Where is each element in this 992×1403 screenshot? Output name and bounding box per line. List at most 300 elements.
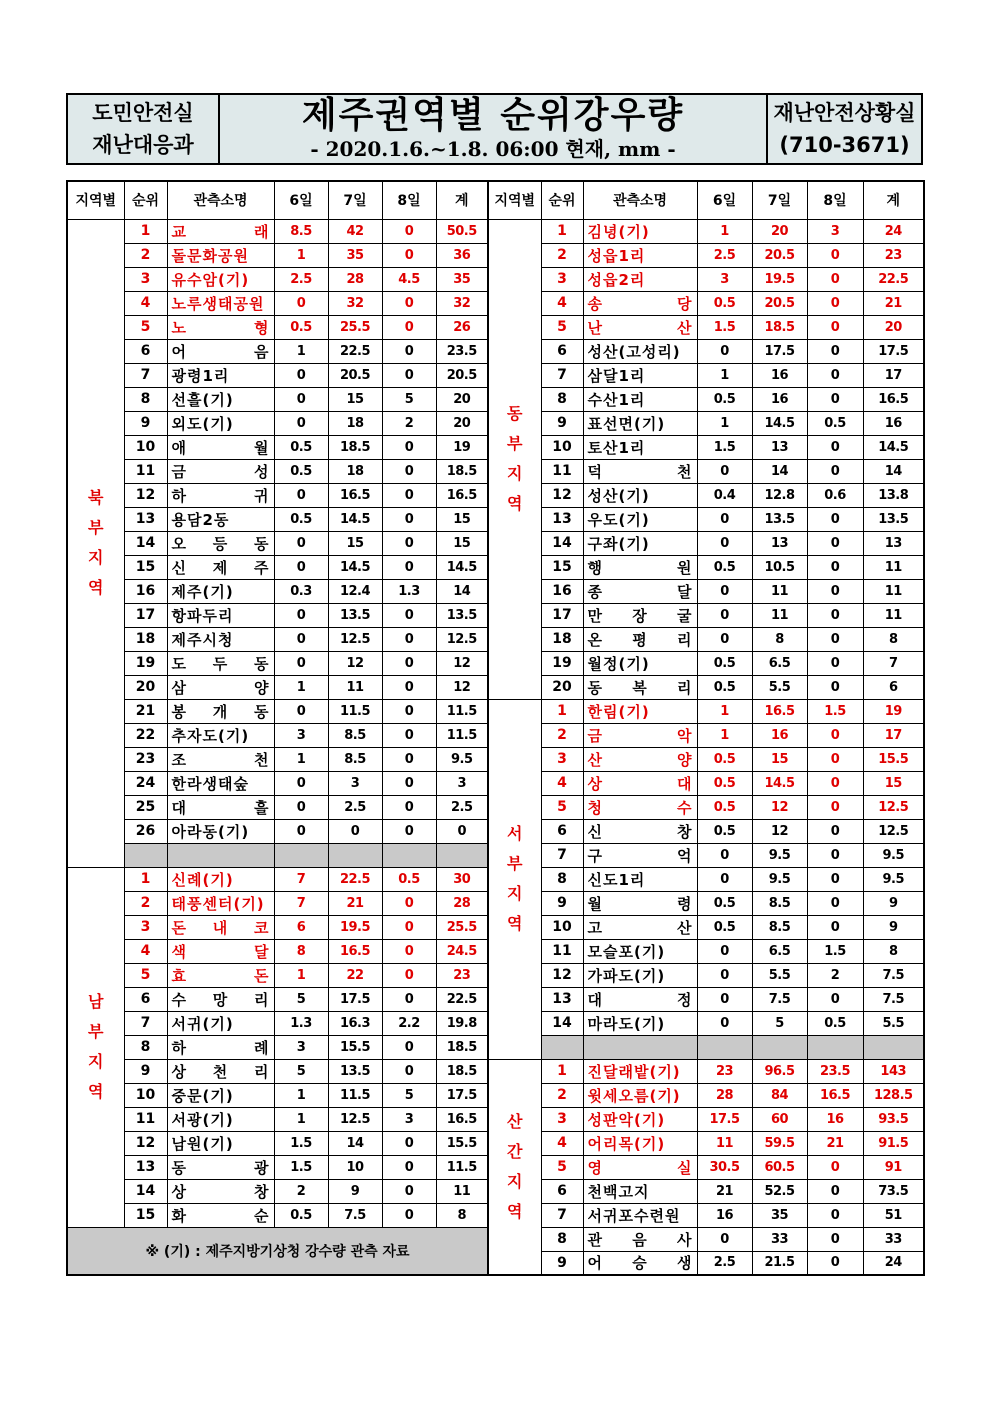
rain-day7: 14.5 [752,771,807,795]
rain-day8: 0 [807,891,863,915]
rain-day8: 0 [807,435,863,459]
rain-total: 7.5 [863,963,924,987]
rain-day6: 1 [697,723,752,747]
rain-day7: 21 [328,891,382,915]
rank: 7 [124,363,167,387]
rain-total: 24 [863,1251,924,1275]
station-name: 영 실 [583,1155,697,1179]
station-name: 월정(기) [583,651,697,675]
station-name: 추자도(기) [167,723,274,747]
rank: 5 [124,315,167,339]
table-row [488,315,924,339]
rain-day6: 1 [697,363,752,387]
rain-day6: 3 [274,723,328,747]
rain-day8: 1.5 [807,699,863,723]
station-name: 서광(기) [167,1107,274,1131]
rain-total: 11 [863,555,924,579]
rain-day7: 20.5 [752,243,807,267]
rain-total: 9.5 [863,843,924,867]
rain-total: 6 [863,675,924,699]
station-name: 금 성 [167,459,274,483]
blank-cell [328,843,382,867]
rank: 2 [541,243,583,267]
rank: 26 [124,819,167,843]
rain-day8: 0 [807,315,863,339]
rain-day8: 0 [382,819,436,843]
table-row [488,1011,924,1035]
blank-row [67,843,488,867]
rain-total: 19 [863,699,924,723]
rain-day6: 0.5 [697,747,752,771]
station-name: 토산1리 [583,435,697,459]
rain-total: 11.5 [436,699,488,723]
rain-total: 35 [436,267,488,291]
rain-total: 20 [436,387,488,411]
rain-day6: 0.5 [274,1203,328,1227]
table-row [67,315,488,339]
rain-day6: 1 [697,219,752,243]
rain-day7: 8.5 [328,723,382,747]
rain-day7: 12.5 [328,627,382,651]
col-day7: 7일 [328,181,382,219]
station-name: 상 천 리 [167,1059,274,1083]
rain-day7: 11 [328,675,382,699]
station-name: 모슬포(기) [583,939,697,963]
department-box [68,95,220,163]
table-row [67,291,488,315]
page-subtitle: - 2020.1.6.~1.8. 06:00 현재, mm - [310,137,676,161]
table-row [488,1227,924,1251]
rain-day7: 6.5 [752,939,807,963]
rain-day6: 2 [274,1179,328,1203]
rain-day7: 16 [752,363,807,387]
table-row [488,243,924,267]
rain-day6: 0 [697,963,752,987]
rank: 2 [541,723,583,747]
station-name: 삼달1리 [583,363,697,387]
rain-day8: 0 [807,243,863,267]
col-total: 계 [436,181,488,219]
rain-day7: 11 [752,579,807,603]
rank: 9 [124,411,167,435]
rain-day7: 3 [328,771,382,795]
table-row [488,867,924,891]
rank: 9 [541,891,583,915]
rank: 6 [541,819,583,843]
blank-cell [863,1035,924,1059]
rain-day7: 12 [752,795,807,819]
table-row [488,723,924,747]
rank: 6 [124,339,167,363]
rank: 20 [541,675,583,699]
rain-day8: 0 [807,819,863,843]
rain-day8: 0 [807,1227,863,1251]
station-name: 윗세오름(기) [583,1083,697,1107]
rain-day6: 8.5 [274,219,328,243]
rain-day6: 0 [697,579,752,603]
rain-day7: 14.5 [328,507,382,531]
rain-day7: 19.5 [752,267,807,291]
rain-day7: 8.5 [752,891,807,915]
rank: 10 [124,1083,167,1107]
rank: 5 [541,795,583,819]
rain-day6: 0 [274,291,328,315]
rain-day7: 32 [328,291,382,315]
rain-day7: 21.5 [752,1251,807,1275]
rain-day8: 0 [807,1155,863,1179]
rank: 12 [541,963,583,987]
rank: 8 [541,1227,583,1251]
rain-day6: 0.5 [697,819,752,843]
rain-day8: 0 [807,267,863,291]
rain-total: 9 [863,891,924,915]
rain-day6: 5 [274,987,328,1011]
rain-day6: 0 [274,627,328,651]
table-row [67,723,488,747]
station-name: 돈 내 코 [167,915,274,939]
rain-day7: 20.5 [752,291,807,315]
rain-day8: 0 [382,699,436,723]
rain-total: 14 [863,459,924,483]
blank-cell [541,1035,583,1059]
rain-total: 17 [863,723,924,747]
rain-day8: 0 [807,771,863,795]
rain-day7: 11.5 [328,1083,382,1107]
rain-day8: 0 [382,1035,436,1059]
rain-day7: 9.5 [752,867,807,891]
rain-day7: 22.5 [328,867,382,891]
rain-day7: 52.5 [752,1179,807,1203]
rain-day6: 8 [274,939,328,963]
rain-day8: 0 [382,795,436,819]
table-row [67,483,488,507]
col-rank: 순위 [124,181,167,219]
rain-total: 21 [863,291,924,315]
rain-total: 91 [863,1155,924,1179]
station-name: 광령1리 [167,363,274,387]
rain-day8: 0 [807,387,863,411]
rain-day8: 0 [807,843,863,867]
rank: 10 [124,435,167,459]
table-row [67,603,488,627]
rain-day7: 35 [752,1203,807,1227]
rain-day6: 23 [697,1059,752,1083]
rank: 11 [541,459,583,483]
table-row [488,699,924,723]
rain-day6: 0.5 [697,915,752,939]
rain-day7: 20.5 [328,363,382,387]
table-row [67,1083,488,1107]
table-row [488,771,924,795]
station-name: 색 달 [167,939,274,963]
station-name: 표선면(기) [583,411,697,435]
table-row [67,387,488,411]
rain-total: 9.5 [863,867,924,891]
rain-day7: 14 [328,1131,382,1155]
rain-day8: 0 [807,915,863,939]
rain-day6: 0.5 [697,387,752,411]
table-row [488,1107,924,1131]
table-row [488,627,924,651]
blank-cell [752,1035,807,1059]
rain-day8: 5 [382,387,436,411]
rank: 4 [124,291,167,315]
station-name: 상 대 [583,771,697,795]
table-row [488,1083,924,1107]
blank-cell [697,1035,752,1059]
station-name: 산 양 [583,747,697,771]
station-name: 돌문화공원 [167,243,274,267]
rank: 2 [541,1083,583,1107]
source-note: ※ (기) : 제주지방기상청 강수량 관측 자료 [67,1227,488,1275]
rain-total: 8 [436,1203,488,1227]
rain-day6: 2.5 [697,1251,752,1275]
rain-day6: 0 [697,339,752,363]
rain-day8: 16 [807,1107,863,1131]
table-row [488,435,924,459]
rain-day6: 0 [274,483,328,507]
rain-day8: 0 [382,459,436,483]
rain-total: 12.5 [436,627,488,651]
station-name: 봉 개 동 [167,699,274,723]
rain-total: 17 [863,363,924,387]
table-row [488,387,924,411]
table-row [67,579,488,603]
rain-day8: 0 [382,723,436,747]
rain-day8: 0 [807,1179,863,1203]
rank: 14 [541,531,583,555]
rain-day8: 0 [382,915,436,939]
station-name: 태풍센터(기) [167,891,274,915]
rain-day7: 16 [752,723,807,747]
rain-day8: 0 [382,651,436,675]
rain-day7: 10 [328,1155,382,1179]
table-row [67,555,488,579]
rank: 2 [124,891,167,915]
table-row [67,531,488,555]
rain-day8: 0 [382,627,436,651]
rank: 14 [124,1179,167,1203]
title-box [220,95,768,163]
rain-day7: 96.5 [752,1059,807,1083]
blank-cell [167,843,274,867]
station-name: 성산(기) [583,483,697,507]
rain-total: 13.8 [863,483,924,507]
rain-day6: 1.5 [274,1131,328,1155]
rank: 6 [124,987,167,1011]
table-row [488,1203,924,1227]
rain-day6: 0 [697,843,752,867]
rank: 14 [541,1011,583,1035]
rain-day6: 0 [697,939,752,963]
rain-total: 26 [436,315,488,339]
station-name: 신 창 [583,819,697,843]
rank: 4 [541,291,583,315]
station-name: 송 당 [583,291,697,315]
table-row [67,243,488,267]
rain-day6: 6 [274,915,328,939]
rain-total: 19.8 [436,1011,488,1035]
station-name: 종 달 [583,579,697,603]
rain-day8: 16.5 [807,1083,863,1107]
rank: 19 [541,651,583,675]
rain-day6: 0.5 [697,795,752,819]
rain-day7: 8 [752,627,807,651]
rain-total: 22.5 [863,267,924,291]
table-row [67,939,488,963]
table-row [488,843,924,867]
rain-total: 13.5 [436,603,488,627]
rank: 5 [124,963,167,987]
table-row [488,603,924,627]
rain-day8: 0 [382,435,436,459]
station-name: 하 례 [167,1035,274,1059]
station-name: 관 음 사 [583,1227,697,1251]
rain-day8: 0 [807,987,863,1011]
rank: 2 [124,243,167,267]
table-row [67,771,488,795]
station-name: 교 래 [167,219,274,243]
station-name: 월 령 [583,891,697,915]
rain-total: 11.5 [436,1155,488,1179]
rain-day8: 21 [807,1131,863,1155]
rain-day8: 5 [382,1083,436,1107]
col-station: 관측소명 [167,181,274,219]
rain-total: 50.5 [436,219,488,243]
rain-day8: 0 [382,219,436,243]
table-row [488,795,924,819]
rain-day6: 1.5 [697,315,752,339]
station-name: 삼 양 [167,675,274,699]
office-phone: (710-3671) [779,133,910,157]
station-name: 유수암(기) [167,267,274,291]
table-row [488,939,924,963]
rain-day8: 0 [382,339,436,363]
rain-day8: 0 [382,531,436,555]
rain-total: 16.5 [863,387,924,411]
rank: 16 [541,579,583,603]
rain-day8: 0 [807,1203,863,1227]
station-name: 애 월 [167,435,274,459]
rain-total: 14 [436,579,488,603]
station-name: 신도1리 [583,867,697,891]
rain-total: 11 [863,579,924,603]
rain-day8: 0 [382,291,436,315]
region-label-east: 동 부 지 역 [488,219,541,699]
table-row [67,987,488,1011]
station-name: 노루생태공원 [167,291,274,315]
rain-day7: 14.5 [328,555,382,579]
rank: 22 [124,723,167,747]
rank: 5 [541,315,583,339]
rain-day8: 1.3 [382,579,436,603]
rain-day6: 0 [274,771,328,795]
rain-day6: 3 [274,1035,328,1059]
station-name: 행 원 [583,555,697,579]
station-name: 외도(기) [167,411,274,435]
table-row [67,507,488,531]
rain-day7: 35 [328,243,382,267]
rain-day7: 16.5 [328,939,382,963]
rain-day6: 0.5 [697,651,752,675]
station-name: 용담2동 [167,507,274,531]
rain-total: 24 [863,219,924,243]
rank: 11 [124,459,167,483]
note-row [67,1227,488,1275]
rain-day6: 0 [274,795,328,819]
rain-day7: 15 [328,531,382,555]
station-name: 노 형 [167,315,274,339]
station-name: 조 천 [167,747,274,771]
rain-day7: 42 [328,219,382,243]
rain-total: 128.5 [863,1083,924,1107]
rain-day8: 0 [807,507,863,531]
rain-total: 15 [863,771,924,795]
rain-day8: 0.5 [807,411,863,435]
rain-day8: 2 [807,963,863,987]
rain-day6: 0 [697,603,752,627]
rain-day7: 2.5 [328,795,382,819]
table-row [67,1179,488,1203]
region-label-mountain: 산 간 지 역 [488,1059,541,1275]
rain-day8: 3 [807,219,863,243]
col-day6: 6일 [697,181,752,219]
rain-day6: 0 [697,987,752,1011]
station-name: 덕 천 [583,459,697,483]
rain-day8: 0 [382,771,436,795]
station-name: 성읍2리 [583,267,697,291]
rain-day6: 0 [697,1227,752,1251]
rank: 4 [541,771,583,795]
rain-total: 18.5 [436,1035,488,1059]
station-name: 진달래밭(기) [583,1059,697,1083]
rain-day8: 0.5 [382,867,436,891]
table-row [488,651,924,675]
rain-day8: 0 [807,627,863,651]
station-name: 성판악(기) [583,1107,697,1131]
table-row [67,699,488,723]
rain-day8: 0 [382,675,436,699]
rain-total: 0 [436,819,488,843]
rank: 18 [124,627,167,651]
rain-day6: 11 [697,1131,752,1155]
rain-total: 16 [863,411,924,435]
rank: 7 [541,363,583,387]
station-name: 성읍1리 [583,243,697,267]
rain-day7: 8.5 [752,915,807,939]
rain-day8: 0 [382,891,436,915]
rain-day8: 0 [382,1131,436,1155]
rain-day6: 0 [274,411,328,435]
station-name: 청 수 [583,795,697,819]
rain-day7: 18.5 [752,315,807,339]
rain-total: 8 [863,627,924,651]
rank: 13 [541,507,583,531]
rank: 5 [541,1155,583,1179]
station-name: 어 승 생 [583,1251,697,1275]
rain-day7: 9 [328,1179,382,1203]
table-row [488,267,924,291]
rain-total: 12 [436,651,488,675]
rain-total: 23.5 [436,339,488,363]
rank: 15 [124,555,167,579]
rain-day7: 7.5 [752,987,807,1011]
rank: 8 [124,387,167,411]
rain-day6: 0 [274,699,328,723]
rain-day7: 13 [752,531,807,555]
station-name: 금 악 [583,723,697,747]
table-row [67,1155,488,1179]
